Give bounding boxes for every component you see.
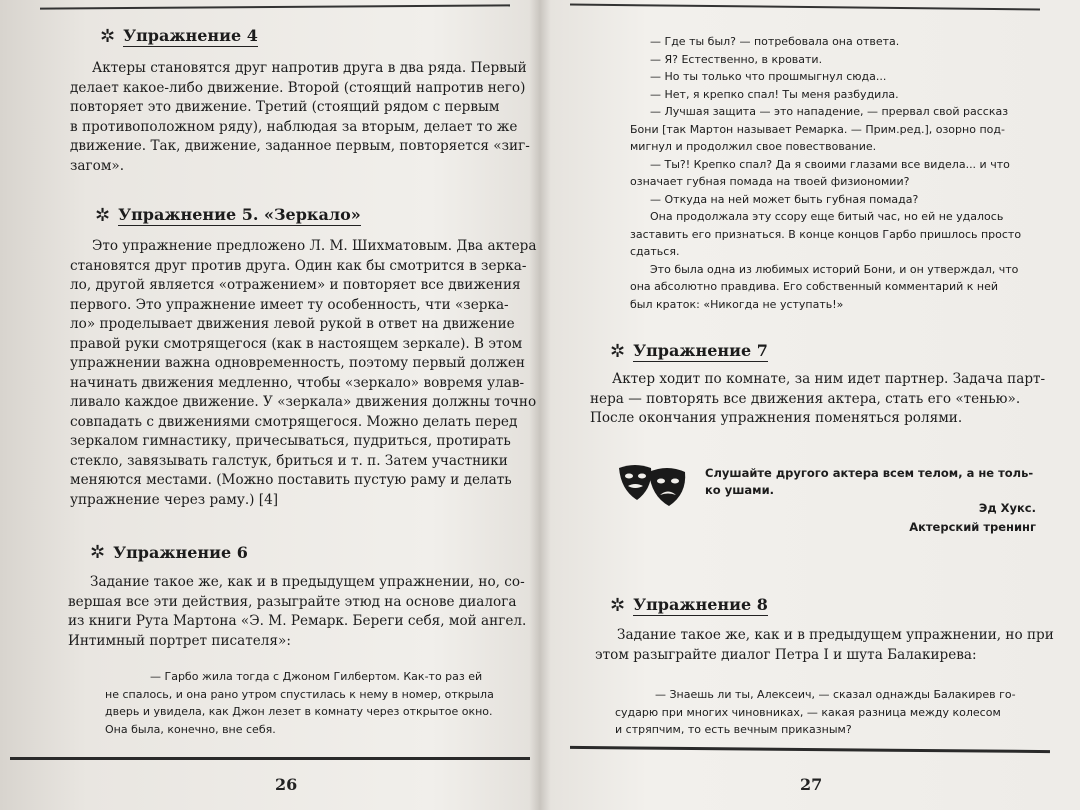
text-line: сударю при многих чиновниках, — какая разница между колесом [615,705,1001,719]
text-line: был краток: «Никогда не уступать!» [630,297,844,311]
asterisk-icon: ✲ [610,595,626,616]
text-line: заставить его признаться. В конце концов Гарбо пришлось просто [630,227,1022,241]
text-line: — Где ты был? — потребовала она ответа. [650,35,900,48]
text-line: Она продолжала эту ссору еще битый час, но ей не удалось [650,210,1004,223]
asterisk-icon: ✲ [100,26,116,47]
text-line: — Но ты только что прошмыгнул сюда... [650,70,887,83]
text-line: зеркалом гимнастику, причесываться, пудриться, протирать [70,433,511,449]
exercise-8-dialogue [615,686,1040,739]
exercise-7-heading [610,341,768,362]
epigraph-author [860,501,1036,515]
exercise-7-text [590,370,1046,429]
text-line: ло» проделывает движения левой рукой в ответ на движение [70,316,515,332]
asterisk-icon: ✲ [95,205,111,226]
exercise-6-dialogue [105,668,510,738]
bottom-rule [570,746,1050,753]
text-line: становятся друг против друга. Один как бы смотрится в зерка- [70,257,527,274]
text-line: Слушайте другого актера всем телом, а не толь- [705,466,1034,480]
text-line: Задание такое же, как и в предыдущем упражнении, но при [617,627,1054,643]
text-line: — Откуда на ней может быть губная помада? [650,192,919,206]
text-line: сдаться. [630,245,680,258]
text-line: правой руки смотрящегося (как в настоящем зеркале). В этом [70,335,523,352]
text-line: из книги Рута Мартона «Э. М. Ремарк. Береги себя, мой ангел. [68,613,527,629]
heading-text: Упражнение 6 [113,542,248,562]
page-number: 27 [800,775,823,794]
text-line: — Лучшая защита — это нападение, — прервал свой рассказ [650,105,1009,118]
heading-text: Упражнение 7 [633,341,768,360]
text-line: После окончания упражнения поменяться ролями. [590,410,963,426]
text-line: — Знаешь ли ты, Алексеич, — сказал однажды Балакирев го- [655,688,1016,701]
garbo-dialogue [630,33,1040,313]
text-line: мигнул и продолжил свое повествование. [630,140,877,153]
exercise-6-text [68,573,527,651]
text-line: первого. Это упражнение имеет ту особенность, чти «зерка- [70,296,509,313]
asterisk-icon: ✲ [90,542,106,563]
text-line: этом разыграйте диалог Петра I и шута Балакирева: [595,646,977,663]
text-line: вершая все эти действия, разыграйте этюд на основе диалога [68,593,517,610]
text-line: Задание такое же, как и в предыдущем упражнении, но, со- [90,574,525,590]
exercise-5-heading [95,205,361,226]
exercise-6-heading [90,542,248,563]
page-number: 26 [275,775,298,794]
exercise-4-heading [100,26,258,47]
text-line: Она была, конечно, вне себя. [105,722,276,736]
text-line: Актеры становятся друг напротив друга в два ряда. Первый [92,60,527,76]
text-line: ливало каждое движение. У «зеркала» движения должны точно [70,394,537,410]
heading-text: Упражнение 4 [123,26,258,45]
text-line: ко ушами. [705,483,775,497]
text-line: дверь и увидела, как Джон лезет в комнату через открытое окно. [105,705,493,718]
asterisk-icon: ✲ [610,341,626,362]
text-line: Бони [так Мартон называет Ремарка. — Прим.ред.], озорно под- [630,122,1005,136]
text-line: начинать движения медленно, чтобы «зеркало» вовремя улав- [70,374,525,391]
text-line: она абсолютно правдива. Его собственный комментарий к ней [630,280,998,293]
text-line: движение. Так, движение, заданное первым, повторяется «зиг- [70,138,530,154]
top-rule [40,4,510,9]
quote-source: Актерский тренинг [909,520,1036,534]
top-rule [570,4,1040,11]
text-line: ло, другой является «отражением» и повторяет все движения [70,277,521,293]
exercise-8-text [595,626,1054,665]
text-line: Актер ходит по комнате, за ним идет партнер. Задача парт- [612,371,1046,387]
text-line: делает какое-либо движение. Второй (стоящий напротив него) [70,79,526,96]
epigraph-source [810,520,1036,534]
text-line: Это была одна из любимых историй Бони, и он утверждал, что [650,262,1019,276]
text-line: меняются местами. (Можно поставить пустую раму и делать [70,472,512,488]
quote-author: Эд Хукс. [978,501,1036,515]
heading-text: Упражнение 8 [633,595,768,614]
bottom-rule [10,757,530,760]
epigraph-quote [705,465,1035,499]
text-line: упражнение через раму.) [4] [70,491,279,508]
text-line: упражнении важна одновременность, поэтому первый должен [70,355,525,371]
text-line: — Нет, я крепко спал! Ты меня разбудила. [650,87,899,101]
text-line: повторяет это движение. Третий (стоящий рядом с первым [70,99,500,115]
text-line: и стряпчим, то есть вечным приказным? [615,723,852,736]
text-line: — Я? Естественно, в кровати. [650,52,823,66]
exercise-4-text [70,59,530,176]
heading-text: Упражнение 5. «Зеркало» [118,205,361,224]
left-page [30,0,537,810]
text-line: загом». [70,157,125,174]
text-line: — Ты?! Крепко спал? Да я своими глазами все видела... и что [650,157,1010,171]
text-line: Интимный портрет писателя»: [68,632,291,649]
text-line: — Гарбо жила тогда с Джоном Гилбертом. Как-то раз ей [150,670,483,683]
exercise-8-heading [610,595,768,616]
text-line: означает губная помада на твоей физиономии? [630,175,910,188]
right-page [560,0,1054,810]
theater-masks-icon [615,460,690,515]
text-line: в противоположном ряду), наблюдая за вторым, делает то же [70,118,518,135]
text-line: совпадать с движениями смотрящегося. Можно делать перед [70,413,518,430]
text-line: нера — повторять все движения актера, стать его «тенью». [590,390,1021,407]
exercise-5-text [70,237,537,510]
text-line: не спалось, и она рано утром спустилась к нему в номер, открыла [105,687,494,701]
text-line: Это упражнение предложено Л. М. Шихматовым. Два актера [92,238,537,254]
text-line: стекло, завязывать галстук, бриться и т. п. Затем участники [70,452,508,469]
